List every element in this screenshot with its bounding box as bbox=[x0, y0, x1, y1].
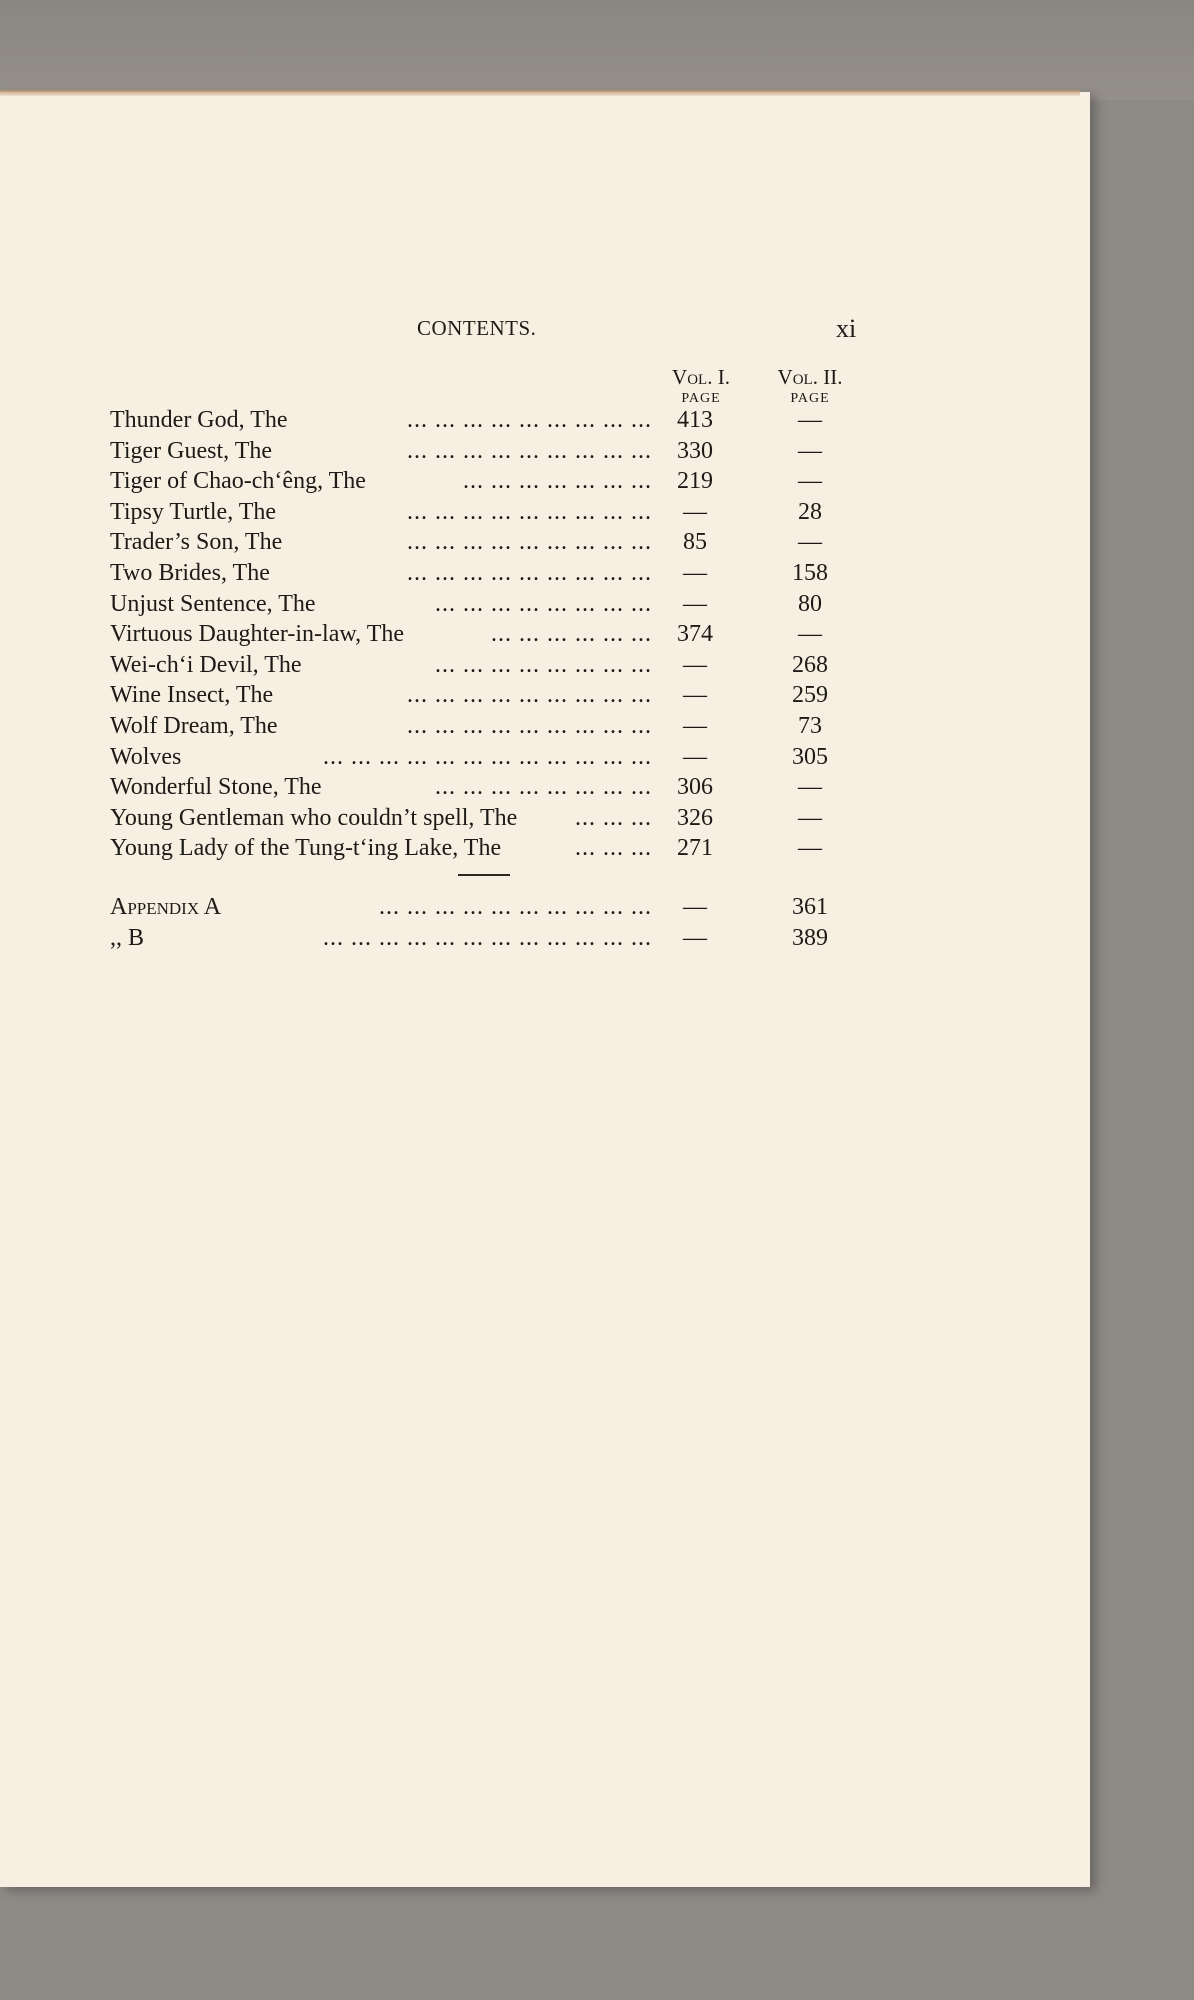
vol1-page: 219 bbox=[677, 468, 713, 495]
vol1-page: — bbox=[683, 894, 707, 920]
book-page bbox=[0, 92, 1090, 1887]
vol2-page: 28 bbox=[798, 498, 822, 525]
vol2-page: 80 bbox=[798, 590, 822, 617]
dot-leader: ... ... ... ... ... ... ... ... ... ... ... ... bbox=[323, 924, 652, 951]
entry-title: Wine Insect, The bbox=[110, 682, 274, 709]
vol2-page: 73 bbox=[798, 713, 822, 739]
vol2-label: Vol. II. bbox=[777, 365, 843, 389]
section-rule bbox=[458, 874, 510, 876]
vol2-page: — bbox=[798, 774, 822, 801]
vol2-page: — bbox=[798, 835, 822, 862]
entry-title: Tipsy Turtle, The bbox=[110, 498, 277, 525]
vol2-page: — bbox=[798, 407, 822, 433]
contents-row bbox=[0, 650, 1090, 680]
entry-title: Two Brides, The bbox=[110, 560, 270, 586]
vol1-page: — bbox=[683, 682, 707, 709]
contents-row bbox=[0, 923, 1090, 953]
vol1-page: — bbox=[683, 924, 707, 951]
vol2-page: — bbox=[798, 437, 822, 464]
vol1-page: — bbox=[683, 560, 707, 586]
vol1-page: 326 bbox=[677, 804, 713, 831]
entry-title: Thunder God, The bbox=[110, 407, 288, 433]
page-edge bbox=[0, 90, 1080, 96]
vol2-page: — bbox=[798, 468, 822, 495]
dot-leader: ... ... ... ... ... ... bbox=[491, 621, 652, 648]
entry-title: Young Gentleman who couldn’t spell, The bbox=[110, 804, 518, 831]
dot-leader: ... ... ... ... ... ... ... bbox=[463, 468, 652, 495]
entry-title: Trader’s Son, The bbox=[110, 529, 283, 556]
entry-title: Wolves bbox=[110, 743, 182, 770]
contents-row bbox=[0, 772, 1090, 802]
vol1-page: 271 bbox=[677, 835, 713, 862]
backdrop bbox=[0, 0, 1194, 100]
vol1-page: — bbox=[683, 498, 707, 525]
vol1-page: 413 bbox=[677, 407, 713, 433]
contents-row bbox=[0, 589, 1090, 619]
vol1-page: 330 bbox=[677, 437, 713, 464]
entry-title: Wonderful Stone, The bbox=[110, 774, 322, 801]
vol1-page: 306 bbox=[677, 774, 713, 801]
vol2-page: — bbox=[798, 804, 822, 831]
entry-title: Unjust Sentence, The bbox=[110, 590, 316, 617]
contents-row bbox=[0, 405, 1090, 435]
dot-leader: ... ... ... ... ... ... ... ... bbox=[435, 774, 652, 801]
entry-title: Virtuous Daughter-in-law, The bbox=[110, 621, 404, 648]
page-title: CONTENTS. bbox=[417, 316, 537, 340]
contents-row bbox=[0, 833, 1090, 863]
dot-leader: ... ... ... ... ... ... ... ... ... bbox=[407, 713, 652, 739]
dot-leader: ... ... ... ... ... ... ... ... ... bbox=[407, 498, 652, 525]
page-number: xi bbox=[836, 314, 857, 343]
contents-row bbox=[0, 436, 1090, 466]
entry-title: ,, B bbox=[110, 924, 145, 951]
vol2-page: — bbox=[798, 529, 822, 556]
entry-title: Young Lady of the Tung-t‘ing Lake, The bbox=[110, 835, 502, 862]
entry-title: Appendix A bbox=[110, 894, 222, 920]
vol1-label: Vol. I. bbox=[672, 365, 730, 389]
dot-leader: ... ... ... ... ... ... ... ... ... bbox=[407, 407, 652, 433]
vol1-column-header bbox=[651, 365, 751, 407]
entry-title: Wolf Dream, The bbox=[110, 713, 278, 739]
contents-row bbox=[0, 466, 1090, 496]
running-head bbox=[0, 316, 1090, 346]
dot-leader: ... ... ... ... ... ... ... ... ... ... bbox=[379, 894, 652, 920]
dot-leader: ... ... ... ... ... ... ... ... ... bbox=[407, 529, 652, 556]
vol1-page: — bbox=[683, 743, 707, 770]
vol1-page: — bbox=[683, 651, 707, 678]
vol1-page: 85 bbox=[683, 529, 707, 556]
dot-leader: ... ... ... ... ... ... ... ... ... ... ... ... bbox=[323, 743, 652, 770]
dot-leader: ... ... ... ... ... ... ... ... ... bbox=[407, 560, 652, 586]
vol1-page: — bbox=[683, 713, 707, 739]
entry-title: Wei-ch‘i Devil, The bbox=[110, 651, 302, 678]
dot-leader: ... ... ... bbox=[575, 804, 652, 831]
contents-row bbox=[0, 711, 1090, 741]
dot-leader: ... ... ... ... ... ... ... ... ... bbox=[407, 437, 652, 464]
vol2-column-header bbox=[760, 365, 860, 407]
contents-row bbox=[0, 497, 1090, 527]
contents-row bbox=[0, 742, 1090, 772]
vol2-page-label: PAGE bbox=[790, 391, 830, 406]
vol2-page: 389 bbox=[792, 924, 828, 951]
vol1-page: — bbox=[683, 590, 707, 617]
vol1-page: 374 bbox=[677, 621, 713, 648]
vol2-page: 361 bbox=[792, 894, 828, 920]
entry-title: Tiger of Chao-ch‘êng, The bbox=[110, 468, 366, 495]
contents-row bbox=[0, 527, 1090, 557]
vol2-page: 158 bbox=[792, 560, 828, 586]
dot-leader: ... ... ... bbox=[575, 835, 652, 862]
contents-row bbox=[0, 803, 1090, 833]
vol1-page-label: PAGE bbox=[681, 391, 721, 406]
vol2-page: 259 bbox=[792, 682, 828, 709]
dot-leader: ... ... ... ... ... ... ... ... ... bbox=[407, 682, 652, 709]
dot-leader: ... ... ... ... ... ... ... ... bbox=[435, 590, 652, 617]
vol2-page: 268 bbox=[792, 651, 828, 678]
contents-row bbox=[0, 558, 1090, 588]
vol2-page: — bbox=[798, 621, 822, 648]
contents-row bbox=[0, 892, 1090, 922]
vol2-page: 305 bbox=[792, 743, 828, 770]
contents-row bbox=[0, 619, 1090, 649]
contents-row bbox=[0, 680, 1090, 710]
entry-title: Tiger Guest, The bbox=[110, 437, 272, 464]
dot-leader: ... ... ... ... ... ... ... ... bbox=[435, 651, 652, 678]
